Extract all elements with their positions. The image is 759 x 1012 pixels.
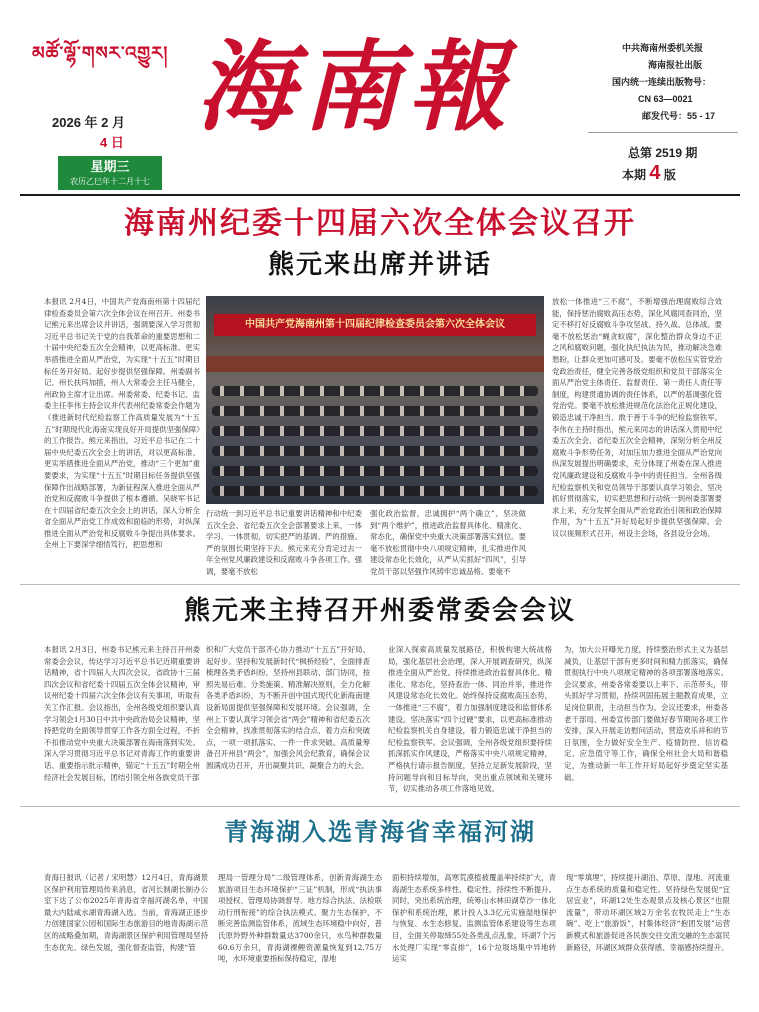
info-organ: 中共海南州委机关报	[622, 43, 704, 53]
photo-row	[212, 386, 538, 396]
section-divider	[20, 806, 740, 807]
date-day: 4 日	[100, 135, 124, 150]
tibetan-title: མཚོ་ལྷོ་གསར་འགྱུར།	[32, 43, 169, 64]
meeting-photo	[206, 296, 544, 504]
issue-number: 总第 2519 期	[628, 146, 698, 160]
page-number: 4	[649, 162, 661, 184]
info-cn-number: CN 63—0021	[638, 94, 693, 104]
date-year-month: 2026 年 2 月	[52, 115, 125, 130]
lunar-date: 农历乙巳年十二月十七	[70, 177, 150, 186]
article2-headline: 熊元来主持召开州委常委会会议	[183, 596, 576, 626]
article2-col3: 业深入探索高质量发展路径，积极构建大统战格局，强化基层社会治理，深入开展调查研究，纵深推进全面从严治党。持续推进政治监督具体化、精准化、常态化，坚持查治一体、同治并举，推进作风建设常态化长效化。始终保持反腐败高压态势，一体推进“三不腐”，着力加强制度建设和监督体系建设。坚决落实“四个过硬”要求，以更高标准推动纪检监察机关自身建设，着力锻造忠诚干净担当的纪检监察铁军。会议强调，全州各级党组织要持续抓深抓实作风建设，严格落实中央八项规定精神，严格执行请示报告制度，坚持立足新发展阶段，坚持问题导向和目标导向，突出重点领域和关键环节，切实推动各项工作落地见效。	[388, 645, 552, 794]
article2-col4: 为，加大公开曝光力度，持续整治形式主义为基层减负，让基层干部有更多时间和精力抓落实，确保贯彻执行中央八项规定精神的各项部署落地落实。会议要求，州委各常委要以上率下、示范带头，带头抓好学习贯彻，持续巩固拓展主题教育成果，立足岗位职责，主动担当作为。会议还要求，州委各老干部局、州委宣传部门要做好春节期间各项工作安排，深入开展走访慰问活动，营造欢乐祥和的节日氛围，全力做好安全生产、疫情防控、信访稳定、应急值守等工作，确保全州社会大局和谐稳定，为推动新一年工作开好局起好步奠定坚实基础。	[564, 645, 728, 782]
page-indicator	[622, 162, 676, 185]
article1-col1: 本报讯 2月4日，中国共产党海南州第十四届纪律检查委员会第六次全体会议在州召开。州委书记熊元来出席会议并讲话，强调要深入学习贯彻习近平总书记关于党的自我革命的重要思想和二十届中央纪委五次全会精神，以更高标准、更实举措推进全面从严治党，为实现“十五五”时期目标任务开好局、起好步提供坚强保障。州委副书记、州长扶玛加措，州人大常委会主任马健全，州政协主席才让出席。州委常委、纪委书记、监委主任李伟主持会议并代表州纪委常委会作题为《推进新时代纪检监察工作高质量发展为“十五五”时期现代化海南实现良好开局提供坚强保障》的工作报告。熊元来指出，习近平总书记在二十届中央纪委五次全会上的讲话，对以更高标准、更实举措推进全面从严治党，推动“三个更加”重要要求，为实现“十五五”时期目标任务提供坚强保障作出战略部署，为新征程深入推进全面从严治党和反腐败斗争提供了根本遵循。吴晓军书记在十四届省纪委五次全会上的讲话，深入分析全省全面从严治党工作成效和面临的形势，对纵深推进全面从严治党和反腐败斗争提出具体要求。全州上下要深学细悟笃行，把思想和	[44, 297, 200, 550]
article3-col3: 面积持续增加，高寒荒漠植被覆盖率持续扩大，青海湖生态系统多样性、稳定性、持续性不断提升。同时，突出系统治理，统筹山水林田湖草沙一体化保护和系统治理，累计投入3.3亿元实施湿地保护与恢复、水生态修复、监测监管体系建设等生态项目，全面关停取缔55处各类乱点乱象，环湖7个污水处理厂实现“零直排”，16个垃圾场集中异地转运实	[392, 873, 556, 964]
photo-row	[212, 446, 538, 456]
publication-info	[560, 40, 740, 125]
weekday-box	[58, 156, 162, 190]
article1-headline: 海南州纪委十四届六次全体会议召开	[124, 206, 636, 241]
section-divider	[20, 584, 740, 585]
photo-dais	[206, 356, 544, 372]
article3-headline: 青海湖入选青海省幸福河湖	[224, 817, 536, 846]
weekday: 星期三	[90, 159, 130, 174]
photo-row	[212, 426, 538, 436]
article1-col4: 放松一体推进“三不腐”，不断增强治理腐败综合效能，保持惩治腐败高压态势，深化风腐同查同治，坚定不移打好反腐败斗争攻坚战、持久战、总体战。要毫不放松惩治“蝇贪蚁腐”，深化整治群众身边不正之风和腐败问题，强化执纪执法为民，推动解决急难愁盼，让群众更加可感可及。要毫不放松压实管党治党政治责任，健全完善各级党组织和党员干部落实全面从严治党主体责任、监督责任、第一责任人责任等制度，构建贯通协调的责任体系，以严的基调强化管党治党。要毫不放松推进规范化法治化正规化建设，锻造忠诚干净担当、敢于善于斗争的纪检监察铁军。李伟在主持时指出，熊元来同志的讲话深入贯彻中纪委五次全会、省纪委五次全会精神，深刻分析全州反腐败斗争形势任务，对加压加力推进全面从严治党向纵深发展提出明确要求，充分体现了州委在深入推进党风廉政建设和反腐败斗争中的责任担当。全州各级纪检监察机关和党员领导干部要认真学习领会，坚决抓好贯彻落实，切实把思想和行动统一到州委部署要求上来，充分发挥全面从严治党政治引领和政治保障作用，为“十五五”开好局起好步提供坚强保障。会议以视频形式召开，州设主会场，各县设分会场。	[552, 297, 722, 538]
photo-banner: 中国共产党海南州第十四届纪律检查委员会第六次全体会议	[214, 314, 536, 336]
article2-col1: 本报讯 2月3日，州委书记熊元来主持召开州委常委会会议，传达学习习近平总书记近期重要讲话精神，省十四届人大四次会议、省政协十三届四次会议和省纪委十四届五次全体会议精神，审议州纪委十四届六次全体会议有关事项，听取有关工作汇报。会议指出，全州各级党组织要认真学习领会1月30日中共中央政治局会议精神，坚持把党的全面领导贯穿工作各方面全过程，不折不扣推动党中央重大决策部署在海南落到实处。深入学习贯彻习近平总书记对青海工作的重要讲话、重要指示批示精神，锚定“十五五”时期全州经济社会发展目标，团结引领全州各族党员干部	[44, 645, 200, 782]
article1-subhead: 熊元来出席并讲话	[267, 250, 492, 280]
article1-col2: 行动统一到习近平总书记重要讲话精神和中纪委五次全会、省纪委五次全会部署要求上来，一体学习、一体贯彻，切实把严的基调、严的措施、严的氛围长期坚持下去。熊元来充分肯定过去一年全州党风廉政建设和反腐败斗争各项工作。强调，要毫不放松	[206, 509, 362, 576]
photo-row	[212, 406, 538, 416]
page-prefix: 本期	[622, 168, 647, 182]
masthead-rule	[20, 194, 740, 196]
newspaper-masthead: 海南報	[196, 30, 515, 145]
photo-row	[212, 466, 538, 476]
info-publisher: 海南报社出版	[648, 60, 703, 70]
photo-row	[212, 486, 538, 496]
article3-col1: 青海日报讯（记者 / 宋明慧）12月4日，青海湖景区保护利用管理局传来消息，省河长制湖长制办公室下达了公布2025年青海省幸福河湖名单，中国最大内陆咸水湖青海湖入选。当前，青海湖正逐步力创建国家公园和国际生态旅游目的地青海湖示范区的战略叠加期，青海湖景区保护利用管理局坚持生态优先、绿色发展，强化督查监管，构建“管	[44, 873, 208, 952]
info-divider	[588, 132, 738, 133]
info-postal-code: 邮发代号：55 - 17	[642, 111, 716, 121]
page-suffix: 版	[663, 168, 676, 182]
info-serial-label: 国内统一连续出版物号：	[612, 77, 712, 87]
article2-col2: 织和广大党员干部齐心协力推动“十五五”开好局、起好步。坚持和发展新时代“枫桥经验”，全面排查梳理各类矛盾纠纷，坚持州县联动、部门协同，按照先易后难、分类施策、精准解决原则，全力化解各类矛盾纠纷，为不断开创中国式现代化新海南建设新局面提供坚强保障和发展环境。会议强调，全州上下要认真学习领会省“两会”精神和省纪委五次全会精神，找准贯彻落实的结合点、着力点和突破点，一项一项抓落实、一件一件求突破。高质量筹备召开州县“两会”，加强会风会纪教育，确保会议圆满成功召开，开出凝聚共识、凝聚合力的大会。	[206, 645, 370, 770]
article3-col2: 理局一管理分局”二级管理体系，创新青海湖生态旅游项目生态环境保护“三证”机制，形成“执法事项授权、管理局协调督导、地方综合执法、法检联动行刑衔接”的综合执法模式。聚力生态保护，不断完善监测监管体系，流域生态环境稳中向好，普氏原羚野外种群数量达3700余只，水鸟种群数量60.6万余只，青海湖裸鲤资源量恢复到12.75万吨，水环境重要指标保持稳定，湿地	[218, 873, 382, 964]
article3-col4: 现“零填埋”，持续提升湖泊、草原、湿地、河流重点生态系统的质量和稳定性。坚持绿色发展促“宜居宜业”，环湖12处生态观景点及核心景区“也限流量”，带动环湖区域2万余名农牧民走上“生态碗”、吃上“旅游饭”，村集体经济“抱团发展”运营新模式和旅游促进各民族交往交流交融的生态富民新路径，环湖区域群众获得感、幸福感持续提升。	[566, 873, 730, 952]
article1-col3: 强化政治监督，忠诚拥护“两个确立”、坚决做到“两个维护”，推进政治监督具体化、精准化、常态化，确保党中央重大决策部署落实到位。要毫不放松贯彻中央八项规定精神，扎实推进作风建设常态化长效化，从严从实抓好“四风”，引导党员干部以坚强作风铸牢忠诚品格。要毫不	[370, 509, 526, 576]
